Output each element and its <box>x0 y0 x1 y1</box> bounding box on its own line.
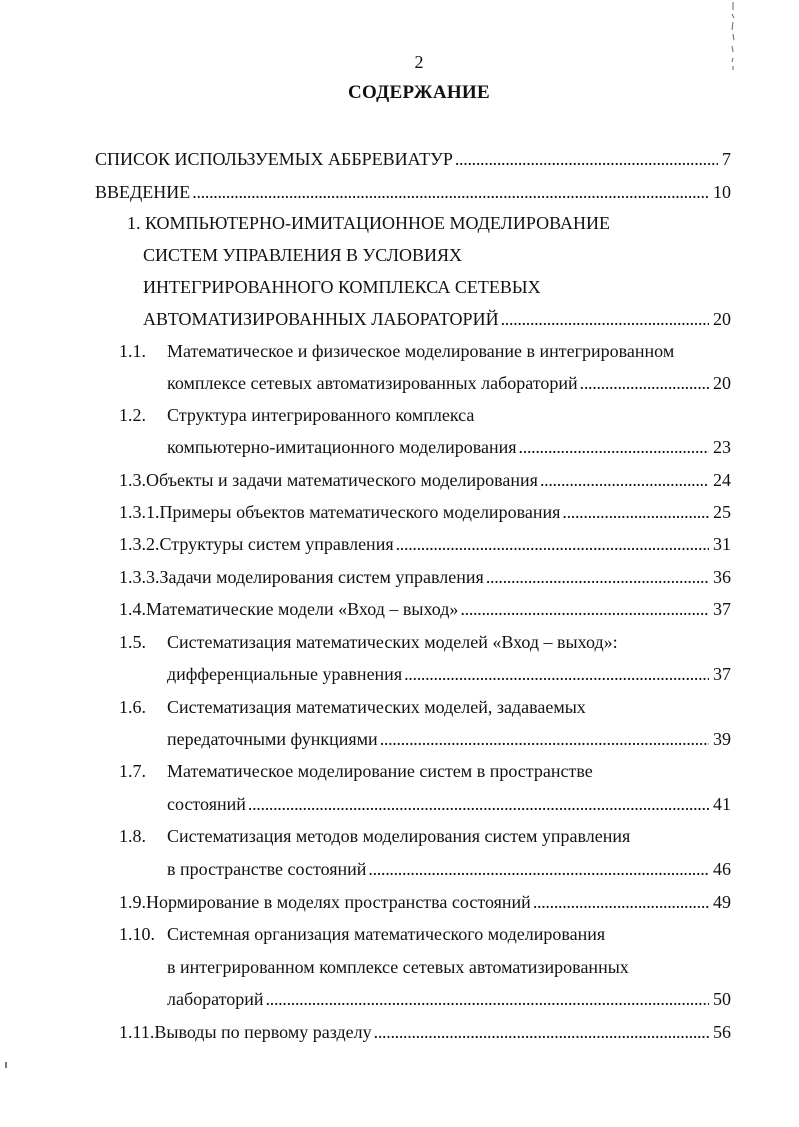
dot-leader <box>519 434 709 460</box>
toc-section-1-7[interactable] <box>119 758 731 784</box>
page-number: 2 <box>414 52 424 72</box>
toc-entry-text: Систематизация методов моделирования систем управления <box>167 826 631 846</box>
toc-section-1-8-line-2 <box>167 856 731 882</box>
toc-page-number: 23 <box>713 437 731 457</box>
toc-entry-text: Задачи моделирования систем управления <box>159 567 484 587</box>
toc-entry-text: компьютерно-имитационного моделирования <box>167 437 517 457</box>
toc-entry-text: Структуры систем управления <box>159 534 394 554</box>
toc-entry-text: в пространстве состояний <box>167 859 367 879</box>
toc-page-number: 31 <box>713 534 731 554</box>
toc-section-1-1[interactable] <box>119 338 731 364</box>
toc-page-number: 37 <box>713 664 731 684</box>
dot-leader <box>486 564 709 590</box>
toc-section-1-5[interactable] <box>119 629 731 655</box>
toc-section-number: 1.3. <box>119 470 146 490</box>
toc-entry-text: Примеры объектов математического моделирования <box>159 502 561 522</box>
toc-page-number: 37 <box>713 599 731 619</box>
dot-leader <box>460 596 709 622</box>
dot-leader <box>368 856 709 882</box>
toc-section-1-9[interactable] <box>119 889 731 915</box>
toc-page-number: 46 <box>713 859 731 879</box>
toc-entry-text: 1. КОМПЬЮТЕРНО-ИМИТАЦИОННОЕ МОДЕЛИРОВАНИЕ <box>127 213 610 233</box>
toc-entry-text: СИСТЕМ УПРАВЛЕНИЯ В УСЛОВИЯХ <box>143 245 463 265</box>
toc-entry-text: состояний <box>167 794 246 814</box>
dot-leader <box>374 1019 709 1045</box>
toc-page-number: 20 <box>713 373 731 393</box>
dot-leader <box>455 146 718 172</box>
toc-section-1-11[interactable] <box>119 1019 731 1045</box>
toc-entry-text: СПИСОК ИСПОЛЬЗУЕМЫХ АББРЕВИАТУР <box>95 149 453 169</box>
dot-leader <box>266 986 709 1012</box>
toc-section-1-8[interactable] <box>119 823 731 849</box>
toc-page-number: 39 <box>713 729 731 749</box>
toc-page-number: 24 <box>713 470 731 490</box>
toc-page-number: 56 <box>713 1022 731 1042</box>
toc-section-number: 1.1. <box>119 341 146 361</box>
toc-section-1-5-line-2 <box>167 661 731 687</box>
toc-section-number: 1.11. <box>119 1022 155 1042</box>
page-title: СОДЕРЖАНИЕ <box>348 82 490 103</box>
toc-page-number: 41 <box>713 794 731 814</box>
dot-leader <box>248 791 709 817</box>
toc-section-number: 1.9. <box>119 892 146 912</box>
toc-section-1-1-line-2 <box>167 370 731 396</box>
toc-entry-abbreviations[interactable] <box>95 146 731 172</box>
toc-chapter-1-line-2 <box>143 242 731 268</box>
scan-speck <box>5 1062 7 1068</box>
toc-page-number: 20 <box>713 309 731 329</box>
toc-section-1-3[interactable] <box>119 467 731 493</box>
toc-section-1-6[interactable] <box>119 694 731 720</box>
toc-entry-text: комплексе сетевых автоматизированных лабораторий <box>167 373 578 393</box>
toc-page-number: 25 <box>713 502 731 522</box>
toc-entry-introduction[interactable] <box>95 179 731 205</box>
toc-section-1-3-2[interactable] <box>119 531 731 557</box>
toc-page-number: 36 <box>713 567 731 587</box>
toc-page-number: 10 <box>713 182 731 202</box>
toc-entry-text: АВТОМАТИЗИРОВАННЫХ ЛАБОРАТОРИЙ <box>143 309 499 329</box>
toc-page-number: 50 <box>713 989 731 1009</box>
toc-section-1-10-line-3 <box>167 986 731 1012</box>
toc-page-number: 49 <box>713 892 731 912</box>
toc-entry-text: лабораторий <box>167 989 264 1009</box>
toc-entry-text: ИНТЕГРИРОВАННОГО КОМПЛЕКСА СЕТЕВЫХ <box>143 277 541 297</box>
toc-section-number: 1.3.1. <box>119 502 160 522</box>
toc-entry-text: Математические модели «Вход – выход» <box>146 599 459 619</box>
toc-chapter-1-line-1[interactable] <box>127 210 731 236</box>
toc-entry-text: Выводы по первому разделу <box>154 1022 372 1042</box>
toc-entry-text: Математическое и физическое моделирование в интегрированном <box>167 341 675 361</box>
toc-entry-text: в интегрированном комплексе сетевых автоматизированных <box>167 957 629 977</box>
toc-entry-text: ВВЕДЕНИЕ <box>95 182 191 202</box>
toc-section-1-2-line-2 <box>167 434 731 460</box>
toc-entry-text: Системная организация математического моделирования <box>167 924 606 944</box>
toc-entry-text: Объекты и задачи математического моделирования <box>146 470 538 490</box>
toc-entry-text: передаточными функциями <box>167 729 378 749</box>
toc-section-1-6-line-2 <box>167 726 731 752</box>
dot-leader <box>404 661 709 687</box>
toc-section-number: 1.8. <box>119 826 146 846</box>
toc-section-1-3-1[interactable] <box>119 499 731 525</box>
toc-section-number: 1.3.3. <box>119 567 160 587</box>
toc-section-number: 1.2. <box>119 405 146 425</box>
toc-section-number: 1.3.2. <box>119 534 160 554</box>
toc-page-number: 7 <box>722 149 731 169</box>
toc-section-number: 1.7. <box>119 761 146 781</box>
toc-entry-text: Систематизация математических моделей, задаваемых <box>167 697 586 717</box>
toc-section-number: 1.6. <box>119 697 146 717</box>
toc-chapter-1-line-3 <box>143 274 731 300</box>
toc-entry-text: Математическое моделирование систем в пространстве <box>167 761 593 781</box>
toc-entry-text: Нормирование в моделях пространства состояний <box>146 892 531 912</box>
dot-leader <box>540 467 709 493</box>
dot-leader <box>533 889 709 915</box>
toc-entry-text: Структура интегрированного комплекса <box>167 405 475 425</box>
toc-section-1-3-3[interactable] <box>119 564 731 590</box>
dot-leader <box>380 726 709 752</box>
toc-section-number: 1.4. <box>119 599 146 619</box>
toc-section-1-4[interactable] <box>119 596 731 622</box>
dot-leader <box>192 179 709 205</box>
toc-section-number: 1.5. <box>119 632 146 652</box>
toc-entry-text: Систематизация математических моделей «Вход – выход»: <box>167 632 618 652</box>
toc-entry-text: дифференциальные уравнения <box>167 664 403 684</box>
dot-leader <box>396 531 709 557</box>
toc-section-1-2[interactable] <box>119 402 731 428</box>
dot-leader <box>580 370 709 396</box>
toc-section-1-10[interactable] <box>119 921 731 947</box>
toc-section-number: 1.10. <box>119 924 155 944</box>
toc-section-1-7-line-2 <box>167 791 731 817</box>
toc-chapter-1-line-4 <box>143 306 731 332</box>
dot-leader <box>501 306 709 332</box>
dot-leader <box>562 499 709 525</box>
toc-section-1-10-line-2 <box>167 954 731 980</box>
